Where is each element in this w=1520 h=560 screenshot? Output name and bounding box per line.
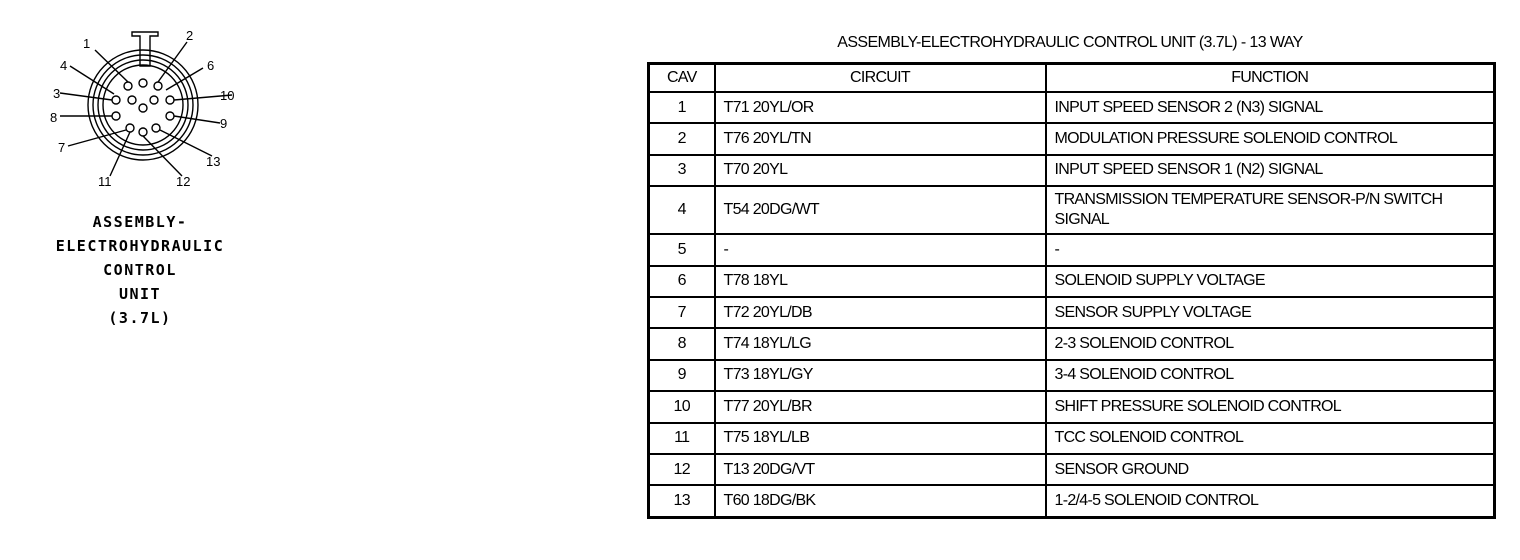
cell-cav: 2 xyxy=(649,123,715,154)
pin-number-label: 9 xyxy=(220,116,228,131)
cell-circuit: T71 20YL/OR xyxy=(715,92,1046,123)
cell-circuit: T60 18DG/BK xyxy=(715,485,1046,517)
table-row xyxy=(649,391,1495,422)
pin-cavity xyxy=(112,96,120,104)
cell-circuit: T70 20YL xyxy=(715,155,1046,186)
cell-function: SENSOR SUPPLY VOLTAGE xyxy=(1046,297,1495,328)
pin-number-label: 2 xyxy=(186,28,194,43)
table-row xyxy=(649,186,1495,234)
header-circuit: CIRCUIT xyxy=(715,64,1046,93)
cell-function: 1-2/4-5 SOLENOID CONTROL xyxy=(1046,485,1495,517)
cell-circuit: T73 18YL/GY xyxy=(715,360,1046,391)
connector-label-line: ASSEMBLY- xyxy=(92,213,188,231)
cell-circuit: T75 18YL/LB xyxy=(715,423,1046,454)
connector-label xyxy=(40,210,240,330)
cell-cav: 8 xyxy=(649,328,715,359)
pin-number-label: 3 xyxy=(53,86,61,101)
cell-cav: 9 xyxy=(649,360,715,391)
table-row xyxy=(649,454,1495,485)
cell-cav: 7 xyxy=(649,297,715,328)
pin-cavity xyxy=(126,124,134,132)
cell-cav: 4 xyxy=(649,186,715,234)
pin-number-label: 12 xyxy=(176,174,191,189)
cell-circuit: T54 20DG/WT xyxy=(715,186,1046,234)
cell-cav: 6 xyxy=(649,266,715,297)
cell-function: 3-4 SOLENOID CONTROL xyxy=(1046,360,1495,391)
pin-cavity xyxy=(139,128,147,136)
cell-circuit: T13 20DG/VT xyxy=(715,454,1046,485)
table-row xyxy=(649,123,1495,154)
table-title: ASSEMBLY-ELECTROHYDRAULIC CONTROL UNIT (3.7L) - 13 WAY xyxy=(837,34,1303,51)
pin-cavity xyxy=(124,82,132,90)
cell-function: - xyxy=(1046,234,1495,265)
pin-cavity xyxy=(139,104,147,112)
cell-circuit: T72 20YL/DB xyxy=(715,297,1046,328)
table-header-row xyxy=(649,64,1495,93)
cell-function: TCC SOLENOID CONTROL xyxy=(1046,423,1495,454)
connector-label-line: ELECTROHYDRAULIC xyxy=(55,237,225,255)
table-row xyxy=(649,297,1495,328)
cell-cav: 5 xyxy=(649,234,715,265)
pin-number-label: 10 xyxy=(220,88,235,103)
pin-number-label: 1 xyxy=(83,36,91,51)
connector-label-line: UNIT xyxy=(118,285,162,303)
pin-cavity xyxy=(128,96,136,104)
cell-circuit: T78 18YL xyxy=(715,266,1046,297)
table-row xyxy=(649,328,1495,359)
pinout-table xyxy=(647,62,1496,519)
cell-function: MODULATION PRESSURE SOLENOID CONTROL xyxy=(1046,123,1495,154)
cell-function: 2-3 SOLENOID CONTROL xyxy=(1046,328,1495,359)
table-row xyxy=(649,485,1495,517)
cell-cav: 3 xyxy=(649,155,715,186)
pin-cavity xyxy=(152,124,160,132)
connector-label-line: (3.7L) xyxy=(108,309,172,327)
cell-function: TRANSMISSION TEMPERATURE SENSOR-P/N SWITCH SIGNAL xyxy=(1046,186,1495,234)
pin-number-label: 6 xyxy=(207,58,215,73)
cell-circuit: T77 20YL/BR xyxy=(715,391,1046,422)
header-cav: CAV xyxy=(649,64,715,93)
pin-cavity xyxy=(166,96,174,104)
cell-circuit: T74 18YL/LG xyxy=(715,328,1046,359)
cell-cav: 13 xyxy=(649,485,715,517)
pin-number-label: 13 xyxy=(206,154,221,169)
pin-cavity xyxy=(154,82,162,90)
connector-diagram xyxy=(40,28,240,193)
cell-circuit: - xyxy=(715,234,1046,265)
pin-number-label: 4 xyxy=(60,58,68,73)
table-row xyxy=(649,266,1495,297)
pin-number-label: 8 xyxy=(50,110,58,125)
connector-label-line: CONTROL xyxy=(103,261,177,279)
cell-cav: 10 xyxy=(649,391,715,422)
header-function: FUNCTION xyxy=(1046,64,1495,93)
table-row xyxy=(649,92,1495,123)
pin-number-label: 7 xyxy=(58,140,66,155)
table-row xyxy=(649,234,1495,265)
cell-cav: 12 xyxy=(649,454,715,485)
table-row xyxy=(649,360,1495,391)
cell-cav: 11 xyxy=(649,423,715,454)
cell-function: SENSOR GROUND xyxy=(1046,454,1495,485)
table-row xyxy=(649,155,1495,186)
cell-function: SHIFT PRESSURE SOLENOID CONTROL xyxy=(1046,391,1495,422)
pin-cavity xyxy=(112,112,120,120)
pin-cavity xyxy=(166,112,174,120)
cell-function: SOLENOID SUPPLY VOLTAGE xyxy=(1046,266,1495,297)
cell-cav: 1 xyxy=(649,92,715,123)
pin-cavity xyxy=(139,79,147,87)
cell-function: INPUT SPEED SENSOR 1 (N2) SIGNAL xyxy=(1046,155,1495,186)
pin-cavity xyxy=(150,96,158,104)
pin-number-label: 11 xyxy=(98,174,112,189)
cell-circuit: T76 20YL/TN xyxy=(715,123,1046,154)
table-row xyxy=(649,423,1495,454)
cell-function: INPUT SPEED SENSOR 2 (N3) SIGNAL xyxy=(1046,92,1495,123)
